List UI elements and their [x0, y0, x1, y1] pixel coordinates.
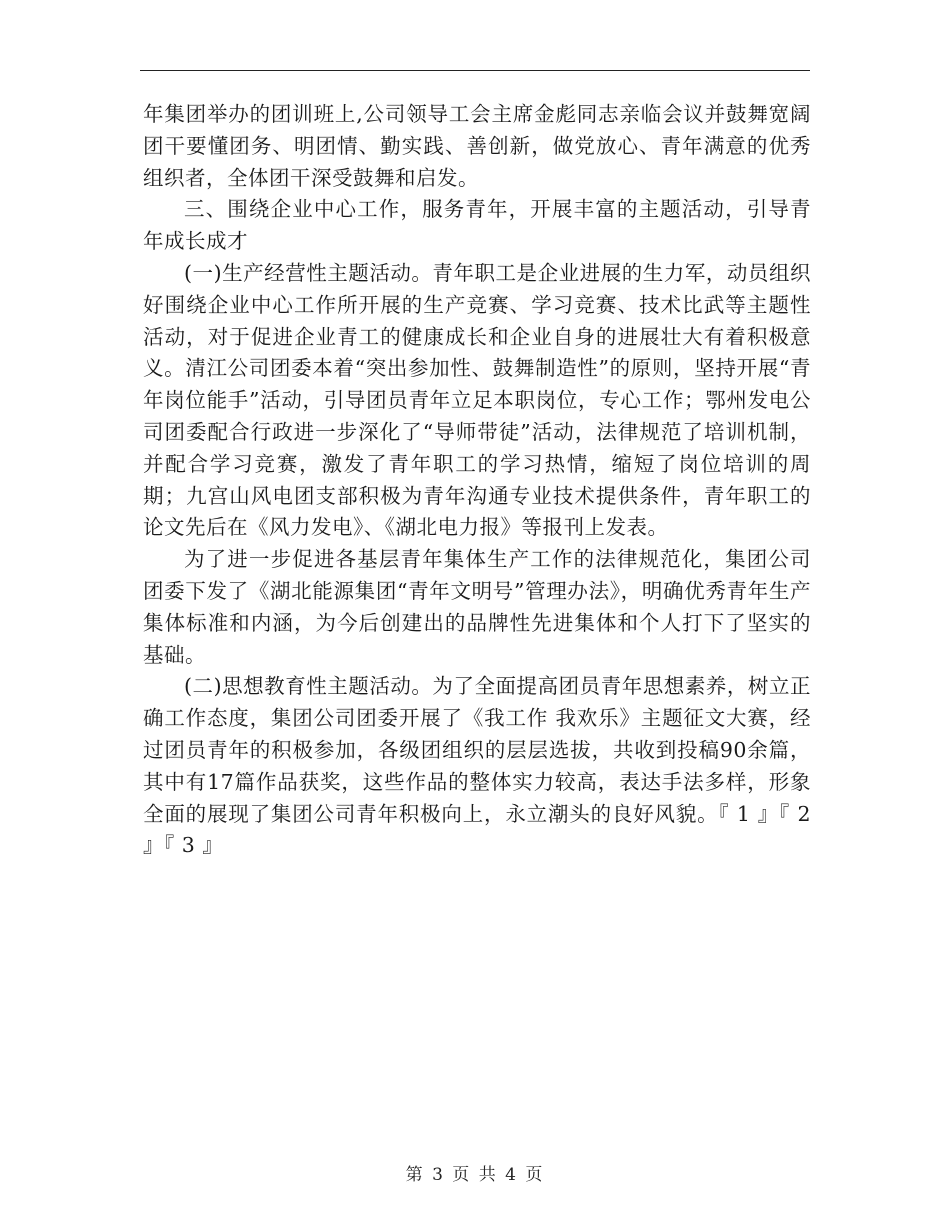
section-heading-3: 三、围绕企业中心工作，服务青年，开展丰富的主题活动，引导青年成长成才	[143, 197, 811, 254]
paragraph-1: 年集团举办的团训班上,公司领导工会主席金彪同志亲临会议并鼓舞宽阔团干要懂团务、明团情、勤实践、善创新，做党放心、青年满意的优秀组织者，全体团干深受鼓舞和启发。	[143, 102, 811, 190]
paragraph-ideological-education: (二)思想教育性主题活动。为了全面提高团员青年思想素养，树立正确工作态度，集团公司团委开展了《我工作 我欢乐》主题征文大赛，经过团员青年的积极参加，各级团组织的层层选拔，共收到投稿90余篇，其中有17篇作品获奖，这些作品的整体实力较高，表达手法多样，形象全面的展现了集团公司青年积极向上，永立潮头的良好风貌。『 1 』『 2 』『 3 』	[143, 674, 811, 858]
paragraph-youth-civilization: 为了进一步促进各基层青年集体生产工作的法律规范化，集团公司团委下发了《湖北能源集团“青年文明号”管理办法》，明确优秀青年生产集体标准和内涵，为今后创建出的品牌性先进集体和个人打下了坚实的基础。	[143, 547, 811, 667]
document-body	[143, 99, 811, 862]
header-rule	[140, 70, 810, 71]
paragraph-production-activities: (一)生产经营性主题活动。青年职工是企业进展的生力军，动员组织好围绕企业中心工作所开展的生产竞赛、学习竞赛、技术比武等主题性活动，对于促进企业青工的健康成长和企业自身的进展壮大有着积极意义。清江公司团委本着“突出参加性、鼓舞制造性”的原则，坚持开展“青年岗位能手”活动，引导团员青年立足本职岗位，专心工作；鄂州发电公司团委配合行政进一步深化了“导师带徒”活动，法律规范了培训机制，并配合学习竞赛，激发了青年职工的学习热情，缩短了岗位培训的周期；九宫山风电团支部积极为青年沟通专业技术提供条件，青年职工的论文先后在《风力发电》、《湖北电力报》等报刊上发表。	[143, 260, 811, 540]
page-number-footer: 第 3 页 共 4 页	[405, 1165, 545, 1185]
